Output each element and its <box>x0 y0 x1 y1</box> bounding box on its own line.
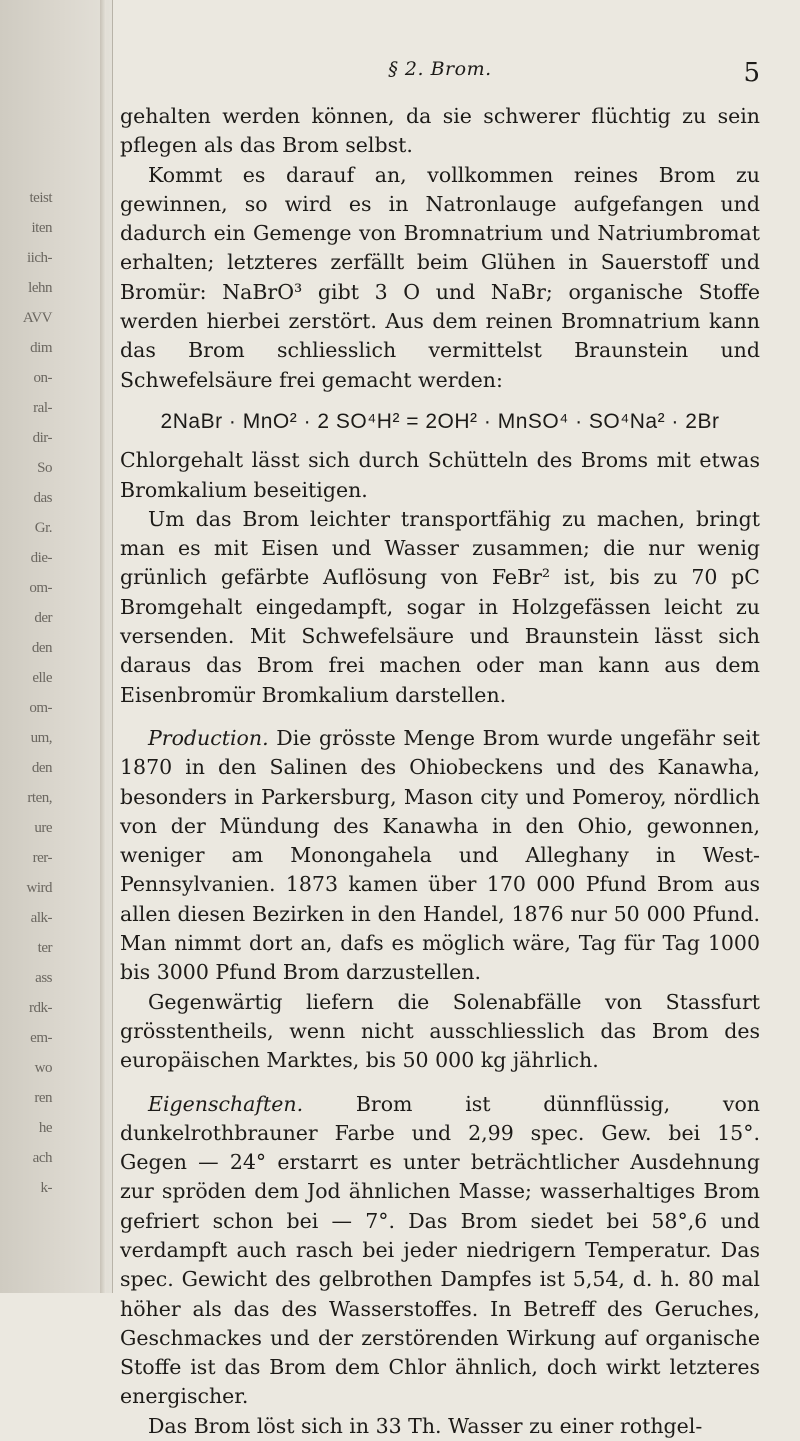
margin-fragment: elle <box>32 670 52 686</box>
margin-fragment: ral- <box>33 400 52 416</box>
margin-fragment: AVV <box>22 310 52 326</box>
margin-fragment: on- <box>33 370 52 386</box>
margin-fragment: wo <box>34 1060 52 1076</box>
book-page <box>120 0 800 1438</box>
margin-fragment: rer- <box>32 850 52 866</box>
paragraph-text: Brom ist dünnflüssig, von dunkelrothbrauner Farbe und 2,99 spec. Gew. bei 15°. Gegen — 24° erstarrt es unter beträchtlicher Ausdehnung zur spröden dem Jod ähnlichen Masse; wasserhaltiges Brom gefriert schon bei — 7°. Das Brom siedet bei 58°,6 und verdampft auch rasch bei jeder niedrigern Temperatur. Das spec. Gewicht des gelbrothen Dampfes ist 5,54, d. h. 80 mal höher als das des Wasserstoffes. In Betreff des Geruches, Geschmackes und der zerstörenden Wirkung auf organische Stoffe ist das Brom dem Chlor ähnlich, doch wirkt letzteres energischer. <box>120 1091 760 1409</box>
margin-fragment: dir- <box>32 430 52 446</box>
paragraph-lead: Eigenschaften. <box>148 1091 304 1116</box>
margin-fragment: wird <box>26 880 52 896</box>
margin-fragment: ass <box>35 970 52 986</box>
page-number: 5 <box>743 58 760 88</box>
paragraph <box>120 161 760 395</box>
margin-fragment: lehn <box>28 280 52 296</box>
left-page-gutter <box>0 0 113 1293</box>
paragraph-text: Um das Brom leichter transportfähig zu machen, bringt man es mit Eisen und Wasser zusammen; die nur wenig grünlich gefärbte Auflösung von FeBr² ist, bis zu 70 pC Bromgehalt eingedampft, sogar in Holzgefässen leicht zu versenden. Mit Schwefelsäure und Braunstein lässt sich daraus das Brom frei machen oder man kann aus dem Eisenbromür Bromkalium darstellen. <box>120 506 760 707</box>
paragraph-text: Gegenwärtig liefern die Solenabfälle von Stassfurt grösstentheils, wenn nicht ausschliesslich das Brom des europäischen Marktes, bis 50 000 kg jährlich. <box>120 989 760 1073</box>
margin-fragment: teist <box>29 190 52 206</box>
paragraph-text: 2NaBr · MnO² · 2 SO⁴H² = 2OH² · MnSO⁴ · SO⁴Na² · 2Br <box>160 409 720 433</box>
running-header <box>120 58 760 86</box>
margin-fragment: rten, <box>27 790 52 806</box>
page-fold <box>100 0 106 1293</box>
margin-fragment: ter <box>37 940 52 956</box>
paragraph-text: Chlorgehalt lässt sich durch Schütteln des Broms mit etwas Bromkalium beseitigen. <box>120 448 760 502</box>
margin-fragment: om- <box>29 580 52 596</box>
body-text <box>120 102 760 1441</box>
paragraph <box>120 102 760 161</box>
section-title: § 2. Brom. <box>388 58 492 80</box>
margin-fragment: rdk- <box>29 1000 52 1016</box>
paragraph-text: Kommt es darauf an, vollkommen reines Brom zu gewinnen, so wird es in Natronlauge aufgefangen und dadurch ein Gemenge von Bromnatrium und Natriumbromat erhalten; letzteres zerfällt beim Glühen in Sauerstoff und Bromür: NaBrO³ gibt 3 O und NaBr; organische Stoffe werden hierbei zerstört. Aus dem reinen Bromnatrium kann das Brom schliesslich vermittelst Braunstein und Schwefelsäure frei gemacht werden: <box>120 162 760 392</box>
margin-fragment: alk- <box>30 910 52 926</box>
paragraph <box>120 446 760 505</box>
margin-fragment: he <box>38 1120 52 1136</box>
margin-fragment: ure <box>34 820 52 836</box>
paragraph <box>120 988 760 1076</box>
margin-fragment: Gr. <box>34 520 52 536</box>
margin-fragment: den <box>31 760 52 776</box>
margin-fragment: iich- <box>27 250 52 266</box>
paragraph-text: Das Brom löst sich in 33 Th. Wasser zu einer rothgel- <box>148 1413 703 1438</box>
margin-fragment: ach <box>32 1150 52 1166</box>
paragraph <box>120 1090 760 1412</box>
margin-fragment: om- <box>29 700 52 716</box>
margin-fragment: em- <box>30 1030 52 1046</box>
paragraph <box>120 505 760 710</box>
paragraph <box>120 1412 760 1441</box>
margin-fragment: der <box>34 610 52 626</box>
margin-fragment: die- <box>30 550 52 566</box>
chemical-formula <box>120 407 760 436</box>
paragraph-text: gehalten werden können, da sie schwerer flüchtig zu sein pflegen als das Brom selbst. <box>120 104 760 158</box>
paragraph-text: Die grösste Menge Brom wurde ungefähr seit 1870 in den Salinen des Ohiobeckens und des Kanawha, besonders in Parkersburg, Mason city und Pomeroy, nördlich von der Mündung des Kanawha in den Ohio, gewonnen, weniger am Monongahela und Alleghany in West-Pennsylvanien. 1873 kamen über 170 000 Pfund Brom aus allen diesen Bezirken in den Handel, 1876 nur 50 000 Pfund. Man nimmt dort an, dafs es möglich wäre, Tag für Tag 1000 bis 3000 Pfund Brom darzustellen. <box>120 725 760 985</box>
paragraph <box>120 724 760 988</box>
margin-fragment: den <box>31 640 52 656</box>
margin-fragment: k- <box>40 1180 52 1196</box>
margin-fragment: iten <box>31 220 52 236</box>
margin-fragment: So <box>37 460 52 476</box>
margin-fragment: ren <box>34 1090 52 1106</box>
margin-fragment: dim <box>30 340 52 356</box>
margin-fragment: um, <box>30 730 52 746</box>
margin-fragment: das <box>33 490 52 506</box>
paragraph-lead: Production. <box>148 725 269 750</box>
